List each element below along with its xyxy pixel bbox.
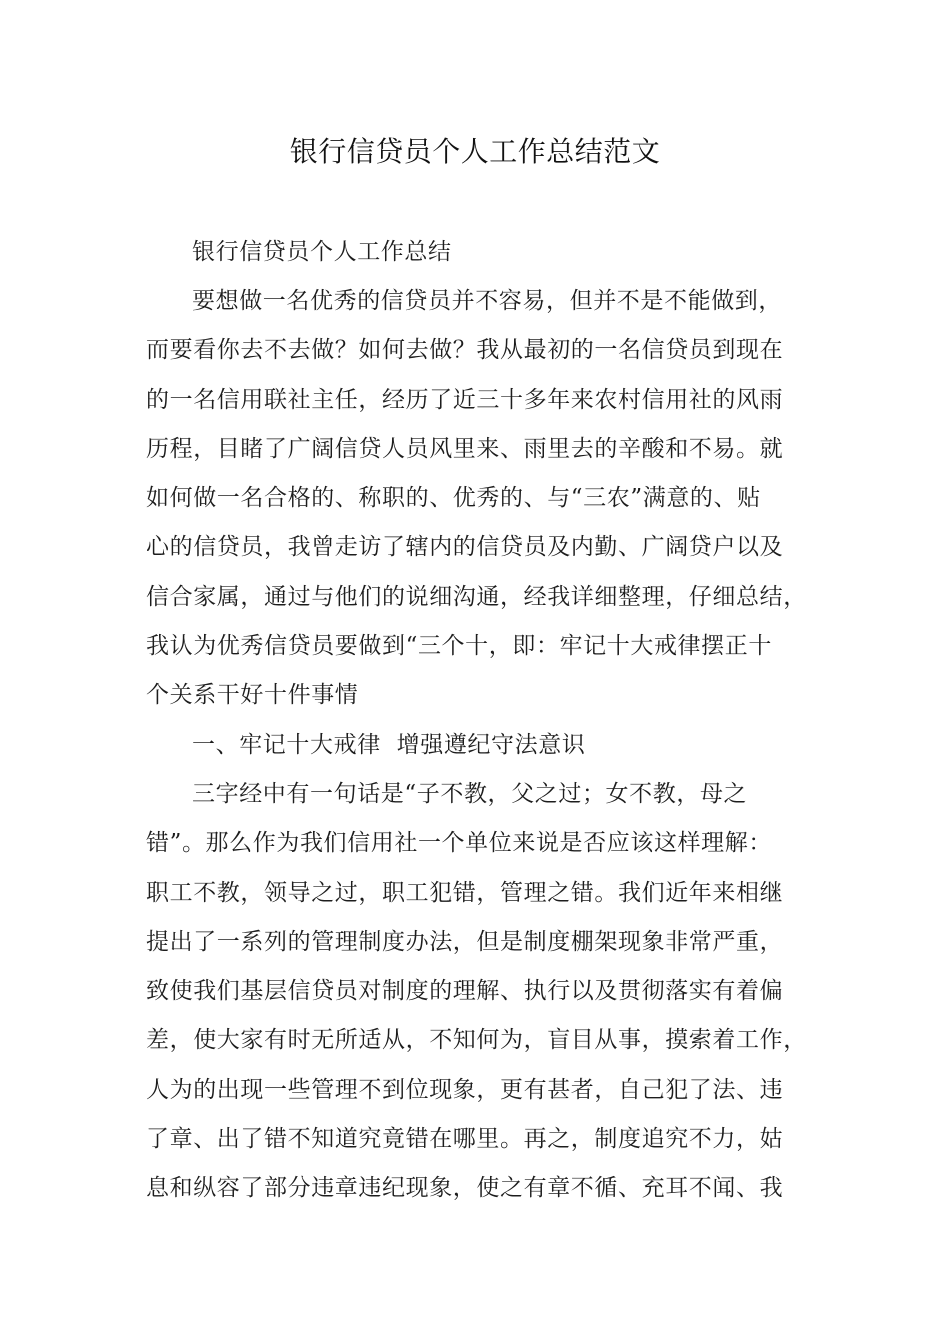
subtitle-text: 银行信贷员个人工作总结 (192, 239, 452, 265)
paragraph-line: 而要看你去不去做？如何去做？我从最初的一名信贷员到现在 (146, 337, 784, 364)
paragraph-line: 我认为优秀信贷员要做到“三个十，即：牢记十大戒律摆正十 (146, 633, 772, 660)
paragraph-line: 的一名信用联社主任，经历了近三十多年来农村信用社的风雨 (146, 386, 784, 413)
paragraph-line: 如何做一名合格的、称职的、优秀的、与“三农”满意的、贴 (146, 485, 761, 512)
paragraph-line: 息和纵容了部分违章违纪现象，使之有章不循、充耳不闻、我 (146, 1175, 784, 1202)
document-subtitle (146, 228, 826, 277)
paragraph-line: 错”。那么作为我们信用社一个单位来说是否应该这样理解： (146, 830, 772, 857)
document-title: 银行信贷员个人工作总结范文 (289, 135, 661, 168)
paragraph-section-one (146, 770, 826, 1214)
paragraph-line: 提出了一系列的管理制度办法，但是制度棚架现象非常严重， (146, 928, 784, 955)
paragraph-line: 了章、出了错不知道究竟错在哪里。再之，制度追究不力，姑 (146, 1126, 784, 1153)
section-heading (146, 721, 826, 770)
paragraph-intro (146, 277, 826, 721)
paragraph-line: 个关系干好十件事情 (146, 682, 359, 709)
paragraph-line: 要想做一名优秀的信贷员并不容易，但并不是不能做到， (192, 288, 782, 314)
paragraph-line: 差，使大家有时无所适从，不知何为，盲目从事，摸索着工作， (146, 1027, 807, 1054)
paragraph-line: 信合家属，通过与他们的说细沟通，经我详细整理，仔细总结， (146, 583, 807, 610)
paragraph-line: 历程，目睹了广阔信贷人员风里来、雨里去的辛酸和不易。就 (146, 435, 784, 462)
section-heading-text: 一、牢记十大戒律 增强遵纪守法意识 (192, 732, 586, 758)
paragraph-line: 人为的出现一些管理不到位现象，更有甚者，自己犯了法、违 (146, 1076, 784, 1103)
paragraph-line: 心的信贷员，我曾走访了辖内的信贷员及内勤、广阔贷户以及 (146, 534, 784, 561)
paragraph-line: 三字经中有一句话是“子不教，父之过；女不教，母之 (192, 781, 748, 807)
paragraph-line: 致使我们基层信贷员对制度的理解、执行以及贯彻落实有着偏 (146, 978, 784, 1005)
paragraph-line: 职工不教，领导之过，职工犯错，管理之错。我们近年来相继 (146, 879, 784, 906)
